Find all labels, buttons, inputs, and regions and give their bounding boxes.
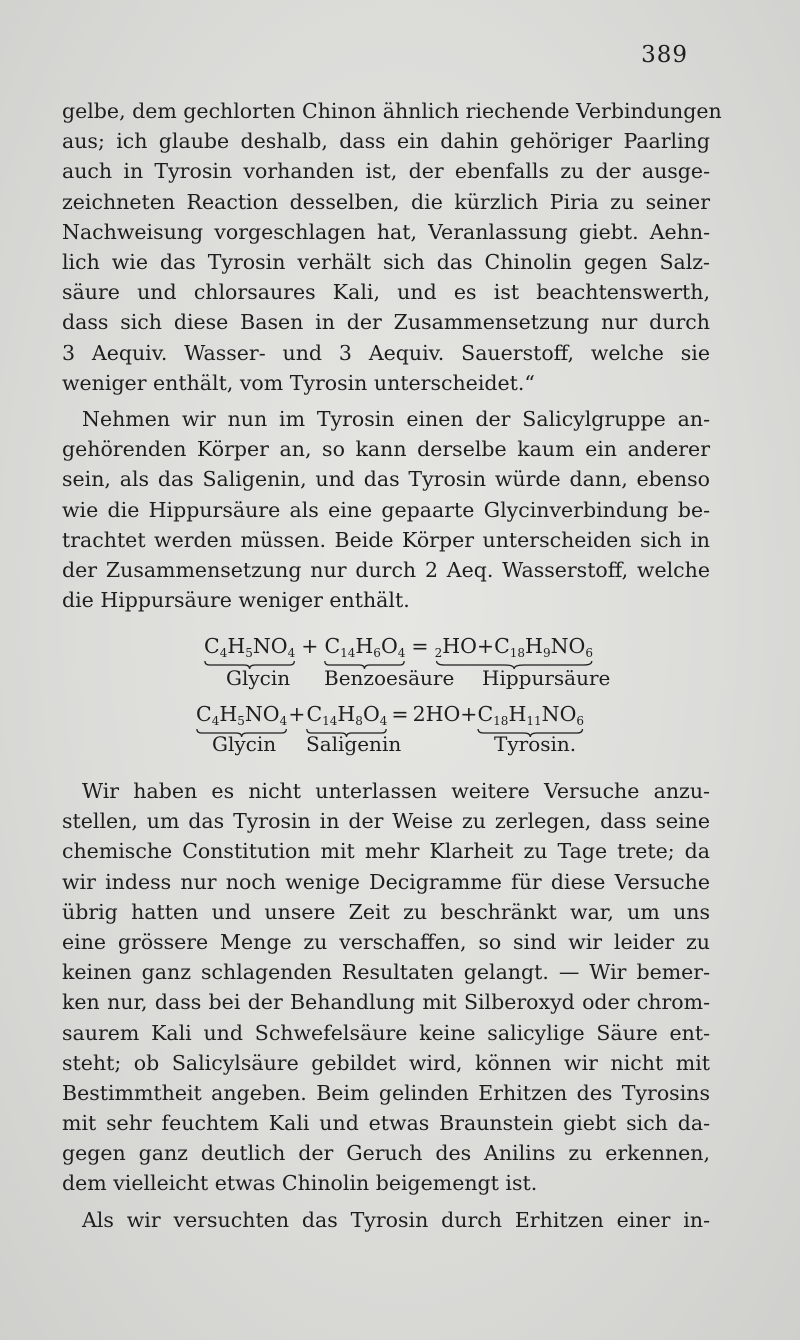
text-line: auch in Tyrosin vorhanden ist, der ebenfalls zu der ausge- — [62, 159, 710, 184]
formula-tyrosin: $C_{18}H_{11}NO_6$ — [477, 702, 584, 726]
text-line: Nachweisung vorgeschlagen hat, Veranlassung giebt. Aehn- — [62, 219, 710, 244]
paragraph-3 — [62, 776, 710, 1199]
equals-sign: = — [391, 702, 409, 726]
text-line: trachtet werden müssen. Beide Körper unterscheiden sich in — [62, 527, 710, 552]
text-line: gegen ganz deutlich der Geruch des Anilins zu erkennen, — [62, 1141, 710, 1166]
page-number: 389 — [641, 42, 688, 68]
text-line: mit sehr feuchtem Kali und etwas Braunstein giebt sich da- — [62, 1111, 710, 1136]
equation-1 — [204, 634, 593, 658]
equation-2 — [196, 702, 584, 726]
text-line: weniger enthält, vom Tyrosin unterscheidet.“ — [62, 370, 535, 395]
label-tyrosin: Tyrosin. — [494, 732, 577, 756]
text-line: 3 Aequiv. Wasser- und 3 Aequiv. Sauerstoff, welche sie — [62, 340, 710, 365]
text-line: dass sich diese Basen in der Zusammensetzung nur durch — [62, 310, 710, 335]
label-glycin: Glycin — [212, 732, 277, 756]
text-line: stellen, um das Tyrosin in der Weise zu zerlegen, dass seine — [62, 809, 710, 834]
label-glycin: Glycin — [226, 666, 291, 690]
formula-hippursaeure: $_2HO+C_{18}H_9NO_6$ — [435, 634, 593, 658]
formula-benzoesaeure: $C_{14}H_6O_4$ — [324, 634, 405, 658]
text-line: keinen ganz schlagenden Resultaten gelangt. — Wir bemer- — [62, 960, 710, 985]
formula-saligenin: $C_{14}H_8O_4$ — [306, 702, 387, 726]
formula-prefix: 2HO+ — [412, 702, 478, 726]
text-line: sein, als das Saligenin, und das Tyrosin würde dann, ebenso — [62, 467, 710, 492]
formula-glycin: $C_4H_5NO_4$ — [204, 634, 295, 658]
text-line: lich wie das Tyrosin verhält sich das Chinolin gegen Salz- — [62, 249, 710, 274]
text-line: steht; ob Salicylsäure gebildet wird, können wir nicht mit — [62, 1050, 710, 1075]
formula-glycin: $C_4H_5NO_4$ — [196, 702, 287, 726]
label-saligenin: Saligenin — [306, 732, 402, 756]
text-line: die Hippursäure weniger enthält. — [62, 588, 410, 613]
label-hippursaeure: Hippursäure — [482, 666, 611, 690]
text-line: gelbe, dem gechlorten Chinon ähnlich riechende Verbindungen — [62, 99, 722, 123]
text-line: der Zusammensetzung nur durch 2 Aeq. Wasserstoff, welche — [62, 557, 710, 582]
text-line: Wir haben es nicht unterlassen weitere Versuche anzu- — [82, 779, 710, 803]
plus-sign: + — [288, 702, 306, 726]
text-line: eine grössere Menge zu verschaffen, so sind wir leider zu — [62, 929, 710, 954]
label-benzoesaeure: Benzoesäure — [324, 666, 455, 690]
text-line: wie die Hippursäure als eine gepaarte Glycinverbindung be- — [62, 497, 710, 522]
text-line: dem vielleicht etwas Chinolin beigemengt ist. — [62, 1171, 538, 1196]
text-line: Bestimmtheit angeben. Beim gelinden Erhitzen des Tyrosins — [62, 1080, 710, 1105]
text-line: Als wir versuchten das Tyrosin durch Erhitzen einer in- — [82, 1208, 710, 1232]
text-line: wir indess nur noch wenige Decigramme für diese Versuche — [62, 869, 710, 894]
text-line: saurem Kali und Schwefelsäure keine salicylige Säure ent- — [62, 1020, 710, 1045]
chemical-equations — [0, 628, 800, 768]
text-line: übrig hatten und unsere Zeit zu beschränkt war, um uns — [62, 899, 710, 924]
text-line: chemische Constitution mit mehr Klarheit zu Tage trete; da — [62, 839, 710, 864]
text-line: Nehmen wir nun im Tyrosin einen der Salicylgruppe an- — [82, 407, 710, 431]
paragraph-1 — [62, 96, 722, 398]
paragraph-2 — [62, 404, 710, 615]
text-line: aus; ich glaube deshalb, dass ein dahin gehöriger Paarling — [62, 129, 710, 154]
plus-sign: + — [301, 634, 319, 658]
paragraph-4 — [62, 1205, 710, 1235]
text-line: säure und chlorsaures Kali, und es ist beachtenswerth, — [62, 280, 710, 305]
text-line: gehörenden Körper an, so kann derselbe kaum ein anderer — [62, 437, 710, 462]
text-line: zeichneten Reaction desselben, die kürzlich Piria zu seiner — [62, 189, 710, 214]
equals-sign: = — [411, 634, 429, 658]
text-line: ken nur, dass bei der Behandlung mit Silberoxyd oder chrom- — [62, 990, 710, 1015]
